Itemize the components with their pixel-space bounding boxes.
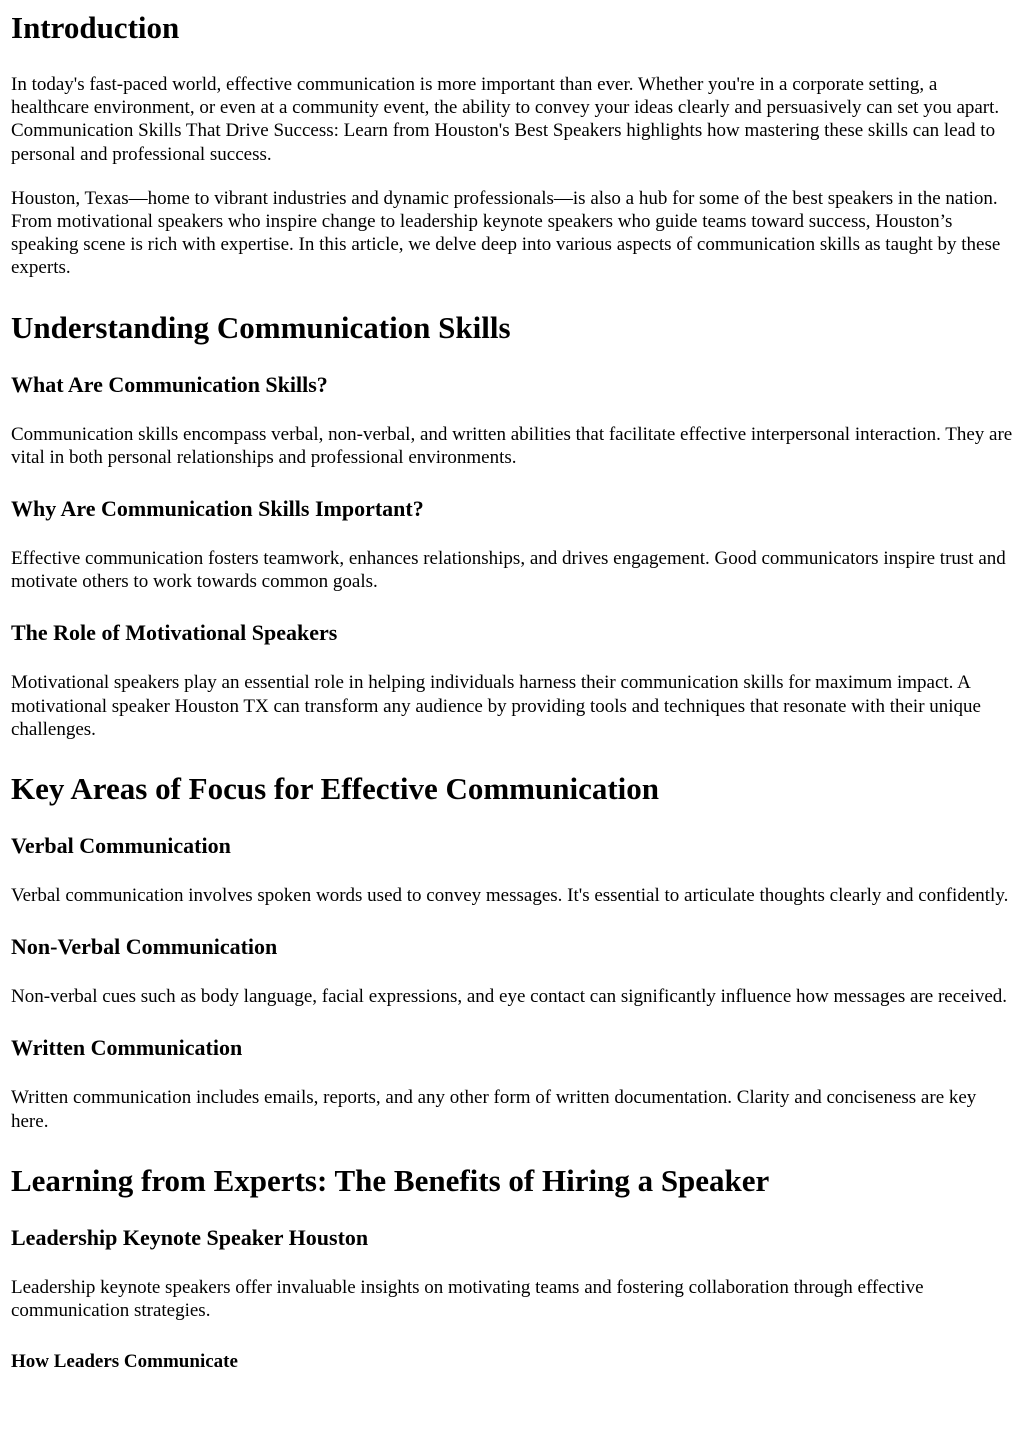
subheading-verbal-communication: Verbal Communication xyxy=(11,833,231,859)
subheading-what-are-communication-skills: What Are Communication Skills? xyxy=(11,371,328,397)
paragraph-verbal-communication: Verbal communication involves spoken words used to convey messages. It's essential to articulate thoughts clearly and confidently. xyxy=(11,885,1009,907)
heading-learning-from-experts: Learning from Experts: The Benefits of Hiring a Speaker xyxy=(11,1162,770,1198)
subheading-written-communication: Written Communication xyxy=(11,1035,243,1061)
subheading-leadership-keynote-speaker-houston: Leadership Keynote Speaker Houston xyxy=(11,1224,369,1250)
paragraph-written-communication: Written communication includes emails, reports, and any other form of written documentation. Clarity and conciseness are key here. xyxy=(11,1087,977,1132)
heading-introduction: Introduction xyxy=(11,10,180,45)
paragraph-what-are-communication-skills: Communication skills encompass verbal, non-verbal, and written abilities that facilitate effective interpersonal interaction. They are vital in both personal relationships and professional environments. xyxy=(11,423,1013,468)
paragraph-leadership-keynote-speaker-houston: Leadership keynote speakers offer invaluable insights on motivating teams and fostering collaboration through effective communication strategies. xyxy=(11,1276,924,1322)
subheading-how-leaders-communicate: How Leaders Communicate xyxy=(11,1351,238,1373)
paragraph-role-of-motivational-speakers: Motivational speakers play an essential role in helping individuals harness their communication skills for maximum impact. A motivational speaker Houston TX can transform any audience by providing tools and techniques that resonate with their unique challenges. xyxy=(11,672,981,740)
heading-key-areas-of-focus: Key Areas of Focus for Effective Communication xyxy=(11,771,660,807)
subheading-non-verbal-communication: Non-Verbal Communication xyxy=(11,934,278,960)
intro-paragraph-1: In today's fast-paced world, effective communication is more important than ever. Whether you're in a corporate setting, a healthcare environment, or even at a community event, the ability to convey your ideas clearly and persuasively can set you apart. Communication Skills That Drive Success: Learn from Houston's Best Speakers highlights how mastering these skills can lead to personal and professional success. xyxy=(11,74,1000,165)
paragraph-non-verbal-communication: Non-verbal cues such as body language, facial expressions, and eye contact can significantly influence how messages are received. xyxy=(11,986,1008,1008)
intro-paragraph-2: Houston, Texas—home to vibrant industries and dynamic professionals—is also a hub for some of the best speakers in the nation. From motivational speakers who inspire change to leadership keynote speakers who guide teams toward success, Houston’s speaking scene is rich with expertise. In this article, we delve deep into various aspects of communication skills as taught by these experts. xyxy=(11,187,1001,279)
heading-understanding-communication-skills: Understanding Communication Skills xyxy=(11,309,511,345)
paragraph-why-communication-skills-important: Effective communication fosters teamwork, enhances relationships, and drives engagement. Good communicators inspire trust and motivate others to work towards common goals. xyxy=(11,548,1006,593)
subheading-role-of-motivational-speakers: The Role of Motivational Speakers xyxy=(11,620,338,646)
subheading-why-communication-skills-important: Why Are Communication Skills Important? xyxy=(11,496,424,522)
